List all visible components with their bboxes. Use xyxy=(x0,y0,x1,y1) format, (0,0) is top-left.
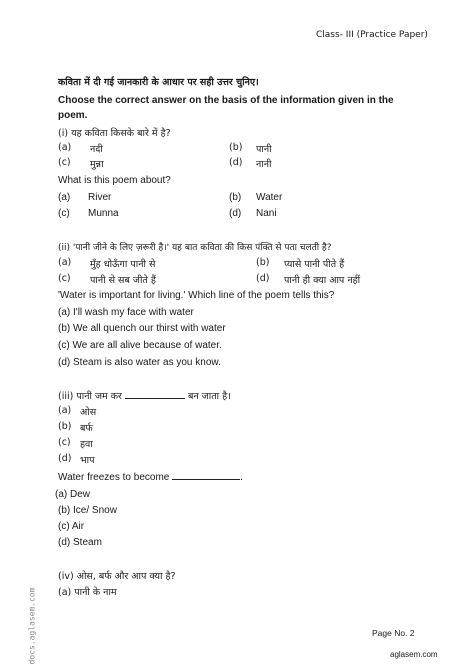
instruction-english-line2: poem. xyxy=(58,110,88,121)
docs-watermark: docs.aglasem.com xyxy=(27,587,37,665)
q3-hindi-question-start: (iii) पानी जम कर xyxy=(58,391,122,402)
q1-hindi-option-c: मुन्ना xyxy=(90,159,104,170)
q3-hindi-question xyxy=(58,389,231,402)
instruction-hindi: कविता में दी गई जानकारी के आधार पर सही उत्तर चुनिए। xyxy=(58,77,259,88)
q1-english-option-b: Water xyxy=(256,192,283,203)
q2-english-option-d: (d) Steam is also water as you know. xyxy=(58,357,221,368)
q3-english-option-a: (a) Dew xyxy=(55,489,91,500)
q4-hindi-option-a: (a) पानी के नाम xyxy=(58,587,117,598)
q2-hindi-option-b: प्यासे पानी पीते हैं xyxy=(284,259,345,270)
q3-hindi-option-c-key: (c) xyxy=(58,437,71,448)
q3-english-question-start: Water freezes to become xyxy=(58,472,170,483)
q3-hindi-option-b-key: (b) xyxy=(58,421,72,432)
q1-hindi-option-c-key: (c) xyxy=(58,157,71,168)
class-label: Class- III (Practice Paper) xyxy=(316,30,428,40)
q3-hindi-option-a-key: (a) xyxy=(58,405,72,416)
q3-hindi-option-a: ओस xyxy=(80,407,97,418)
q2-hindi-option-c: पानी से सब जीते हैं xyxy=(90,275,156,286)
q1-hindi-option-d-key: (d) xyxy=(229,157,243,168)
q3-english-option-d: (d) Steam xyxy=(58,537,102,548)
q3-hindi-question-end: बन जाता है। xyxy=(187,391,231,402)
site-name: aglasem.com xyxy=(390,650,438,659)
instruction-english-line1: Choose the correct answer on the basis of the information given in the xyxy=(58,95,394,106)
q2-english-option-a: (a) I'll wash my face with water xyxy=(58,307,194,318)
q4-hindi-question: (iv) ओस, बर्फ और आप क्या है? xyxy=(58,571,176,582)
q1-english-option-d-key: (d) xyxy=(229,208,242,219)
q1-english-option-b-key: (b) xyxy=(229,192,242,203)
q3-hindi-option-b: बर्फ xyxy=(80,423,93,434)
q2-hindi-option-a-key: (a) xyxy=(58,257,72,268)
q3-hindi-blank xyxy=(125,398,185,399)
q1-hindi-question: (i) यह कविता किसके बारे में है? xyxy=(58,128,171,139)
q3-hindi-option-d: भाप xyxy=(80,455,95,466)
q3-english-question xyxy=(58,472,243,483)
q1-hindi-option-d: नानी xyxy=(256,159,272,170)
q2-english-option-b: (b) We all quench our thirst with water xyxy=(58,323,226,334)
q1-english-option-c: Munna xyxy=(88,208,119,219)
q3-hindi-option-d-key: (d) xyxy=(58,453,72,464)
q2-hindi-option-c-key: (c) xyxy=(58,273,71,284)
q3-english-question-end: . xyxy=(240,472,243,483)
q2-hindi-option-d: पानी ही क्या आप नहीं xyxy=(284,275,361,286)
q2-hindi-option-a: मुँह धोऊँगा पानी से xyxy=(90,259,156,270)
q1-english-option-a: River xyxy=(88,192,112,203)
page-number: Page No. 2 xyxy=(372,628,415,638)
q3-hindi-option-c: हवा xyxy=(80,439,93,450)
q2-hindi-option-d-key: (d) xyxy=(256,273,270,284)
q1-english-option-a-key: (a) xyxy=(58,192,71,203)
q1-hindi-option-b-key: (b) xyxy=(229,142,243,153)
q1-hindi-option-a-key: (a) xyxy=(58,142,72,153)
q2-english-option-c: (c) We are all alive because of water. xyxy=(58,340,222,351)
q1-hindi-option-b: पानी xyxy=(256,144,272,155)
q1-hindi-option-a: नदी xyxy=(90,144,103,155)
q1-english-option-d: Nani xyxy=(256,208,277,219)
q3-english-option-c: (c) Air xyxy=(58,521,85,532)
q3-english-option-b: (b) Ice/ Snow xyxy=(58,505,117,516)
q1-english-option-c-key: (c) xyxy=(58,208,70,219)
q2-hindi-question: (ii) 'पानी जीने के लिए ज़रूरी है।' यह बात कविता की किस पंक्ति से पता चलती है? xyxy=(58,243,332,253)
q1-english-question: What is this poem about? xyxy=(58,175,171,186)
q3-english-blank xyxy=(172,479,240,480)
q2-english-question: 'Water is important for living.' Which line of the poem tells this? xyxy=(58,290,335,301)
q2-hindi-option-b-key: (b) xyxy=(256,257,270,268)
